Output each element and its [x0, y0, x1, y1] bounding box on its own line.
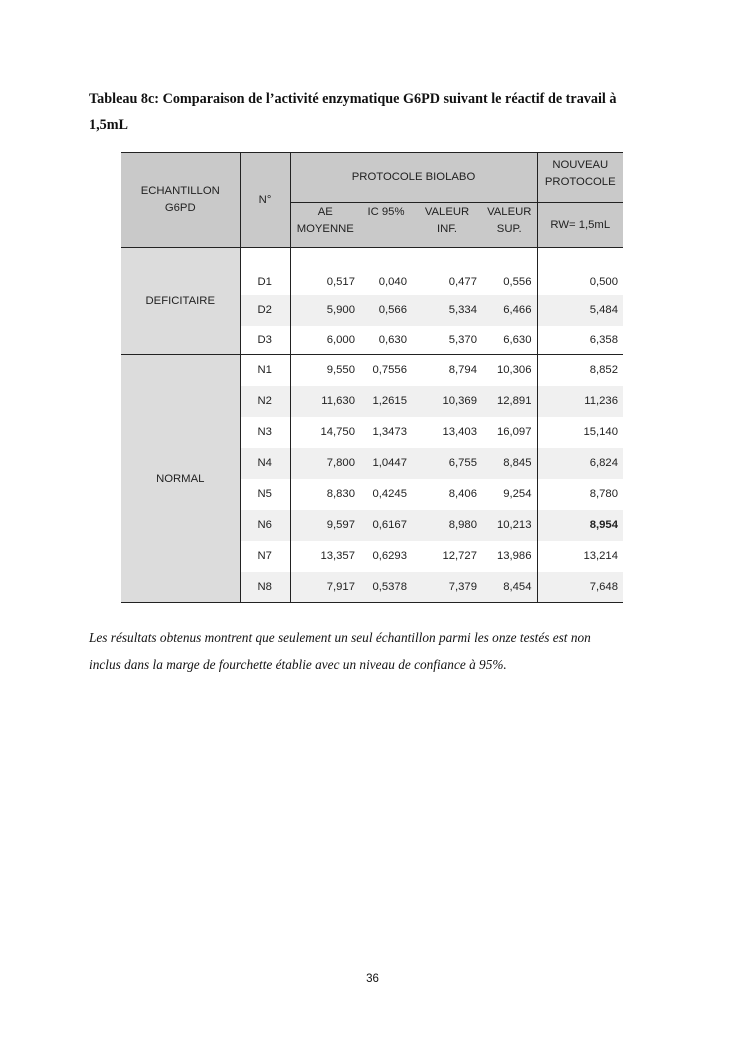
- cell-ic95: 0,040: [378, 275, 407, 288]
- header-vinf-line1: VALEUR: [424, 206, 470, 218]
- cell-rw: 6,824: [537, 448, 623, 479]
- cell-rw: 8,852: [589, 364, 618, 377]
- header-valeur-inf: [412, 203, 482, 248]
- header-vsup-line2: SUP.: [496, 223, 522, 235]
- cell-valeur-sup: 8,845: [482, 448, 537, 479]
- comparison-table: [121, 152, 623, 603]
- cell-ic95: 1,0447: [360, 448, 412, 479]
- cell-valeur-inf: 8,794: [448, 364, 477, 377]
- row-id: D1: [240, 248, 290, 295]
- cell-rw: 6,358: [589, 333, 618, 346]
- cell-valeur-inf: 10,369: [412, 386, 482, 417]
- cell-rw: 15,140: [583, 426, 618, 438]
- cell-valeur-sup: 16,097: [482, 417, 537, 448]
- cell-valeur-sup: 10,213: [482, 510, 537, 541]
- cell-rw: 8,954: [537, 510, 623, 541]
- cell-valeur-sup: 0,556: [482, 248, 537, 295]
- cell-ic95: 0,6167: [360, 510, 412, 541]
- header-ae-line1: AE: [317, 206, 333, 218]
- header-nouveau-line1: NOUVEAU: [552, 159, 609, 171]
- cell-ic95: 0,7556: [372, 364, 407, 377]
- cell-rw: 8,780: [589, 488, 618, 500]
- header-ae-line2: MOYENNE: [296, 223, 354, 235]
- cell-ae-moyenne: 0,517: [326, 275, 355, 288]
- cell-valeur-sup: 9,254: [482, 479, 537, 510]
- row-id: D2: [240, 295, 290, 326]
- header-protocole-biolabo: PROTOCOLE BIOLABO: [290, 153, 537, 203]
- header-numero: N°: [240, 153, 290, 248]
- row-id: N2: [240, 386, 290, 417]
- row-id: N6: [240, 510, 290, 541]
- cell-valeur-sup: 6,630: [482, 326, 537, 355]
- cell-valeur-sup: 12,891: [482, 386, 537, 417]
- caption-line-1: Tableau 8c: Comparaison de l’activité enzymatique G6PD suivant le réactif de travail à: [89, 91, 617, 107]
- cell-valeur-inf: 8,406: [448, 488, 477, 500]
- row-id: N1: [240, 355, 290, 386]
- header-ae-moyenne: [290, 203, 360, 248]
- cell-valeur-inf: 5,370: [448, 333, 477, 346]
- header-echantillon-line2: G6PD: [164, 202, 196, 214]
- results-note: [89, 624, 669, 678]
- header-nouveau-line2: PROTOCOLE: [544, 176, 616, 188]
- note-line-1: Les résultats obtenus montrent que seulement un seul échantillon parmi les onze testés est non: [89, 630, 591, 645]
- cell-ic95: 0,6293: [372, 550, 407, 562]
- cell-ae-moyenne: 7,917: [290, 572, 360, 603]
- cell-valeur-inf: 6,755: [412, 448, 482, 479]
- cell-ae-moyenne: 8,830: [326, 488, 355, 500]
- header-echantillon-line1: ECHANTILLON: [140, 185, 220, 197]
- cell-rw: 0,500: [589, 275, 618, 288]
- row-id: N8: [240, 572, 290, 603]
- cell-valeur-inf: 0,477: [448, 275, 477, 288]
- cell-rw: 7,648: [537, 572, 623, 603]
- cell-ic95: 0,4245: [372, 488, 407, 500]
- page-number: 36: [366, 973, 379, 985]
- table-row: [121, 248, 623, 295]
- cell-ae-moyenne: 7,800: [290, 448, 360, 479]
- cell-ae-moyenne: 9,597: [290, 510, 360, 541]
- cell-rw: 5,484: [537, 295, 623, 326]
- cell-ic95: 1,2615: [360, 386, 412, 417]
- row-id: N3: [240, 417, 290, 448]
- cell-valeur-sup: 6,466: [482, 295, 537, 326]
- caption-line-2: 1,5mL: [89, 117, 129, 133]
- table-row: [121, 355, 623, 386]
- header-vsup-line1: VALEUR: [487, 206, 532, 218]
- header-ic: IC 95%: [360, 203, 412, 248]
- row-id: D3: [240, 326, 290, 355]
- row-id: N7: [240, 541, 290, 572]
- cell-valeur-inf: 5,334: [412, 295, 482, 326]
- cell-valeur-inf: 8,980: [412, 510, 482, 541]
- cell-ae-moyenne: 14,750: [320, 426, 355, 438]
- cell-valeur-inf: 7,379: [412, 572, 482, 603]
- table-body: [121, 248, 623, 603]
- row-id: N5: [240, 479, 290, 510]
- group-label: NORMAL: [121, 355, 240, 603]
- cell-ic95: 0,630: [378, 333, 407, 346]
- cell-ae-moyenne: 5,900: [290, 295, 360, 326]
- cell-valeur-sup: 8,454: [482, 572, 537, 603]
- header-vinf-line2: INF.: [436, 223, 458, 235]
- cell-ae-moyenne: 13,357: [320, 550, 355, 562]
- header-echantillon: [121, 153, 240, 248]
- cell-ic95: 0,5378: [360, 572, 412, 603]
- cell-valeur-sup: 13,986: [482, 541, 537, 572]
- header-nouveau-protocole: [537, 153, 623, 203]
- cell-valeur-inf: 12,727: [442, 550, 477, 562]
- cell-rw: 11,236: [537, 386, 623, 417]
- header-valeur-sup: [482, 203, 537, 248]
- group-label: DEFICITAIRE: [121, 248, 240, 355]
- cell-ic95: 1,3473: [372, 426, 407, 438]
- cell-rw: 13,214: [583, 550, 618, 562]
- note-line-2: inclus dans la marge de fourchette établie avec un niveau de confiance à 95%.: [89, 657, 507, 672]
- cell-ae-moyenne: 6,000: [326, 333, 355, 346]
- cell-ae-moyenne: 11,630: [290, 386, 360, 417]
- cell-ic95: 0,566: [360, 295, 412, 326]
- cell-valeur-inf: 13,403: [442, 426, 477, 438]
- row-id: N4: [240, 448, 290, 479]
- cell-valeur-sup: 10,306: [482, 355, 537, 386]
- header-rw: RW= 1,5mL: [537, 203, 623, 248]
- table-caption: [89, 86, 669, 138]
- cell-ae-moyenne: 9,550: [326, 364, 355, 377]
